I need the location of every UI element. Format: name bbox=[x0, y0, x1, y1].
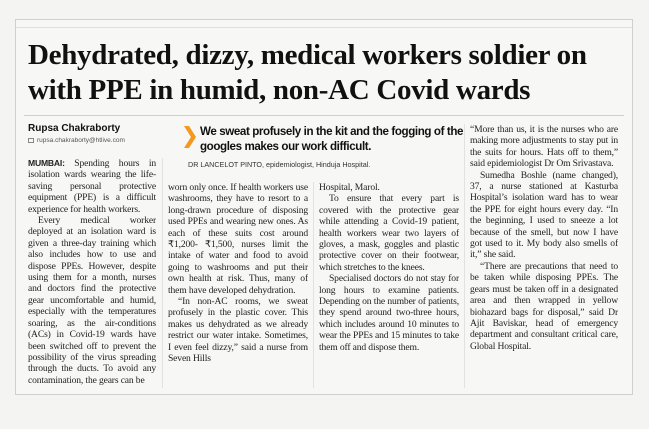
paragraph: Sumedha Boshle (name changed), 37, a nurse stationed at Kasturba Hospital’s isolation ward has to wear the PPE for eight hours every day. “In the beginning, I used to sneeze a lot because of the smell, but now I have got used to it. My body also smells of it,” she said. bbox=[470, 169, 618, 261]
dateline: MUMBAI: bbox=[28, 158, 65, 168]
pull-quote-text: We sweat profusely in the kit and the fogging of the googles makes our work difficult. bbox=[200, 125, 464, 153]
mail-icon bbox=[28, 138, 34, 143]
article-column-3 bbox=[319, 182, 459, 388]
column-divider bbox=[162, 158, 163, 388]
column-divider bbox=[313, 182, 314, 388]
article-column-1 bbox=[28, 158, 156, 388]
cut-off-text-strip bbox=[16, 20, 632, 28]
byline-email bbox=[28, 137, 125, 144]
paragraph: “More than us, it is the nurses who are making more adjustments to stay put in the suits for hours. Hats off to them,” said epidemiologist Dr Om Srivastava. bbox=[470, 124, 618, 170]
paragraph: Hospital, Marol. bbox=[319, 182, 380, 193]
paragraph: “There are precautions that need to be taken while disposing PPEs. The gears must be taken off in a designated area and then wrapped in yellow biohazard bags for disposal,” said Dr Ajit Baviskar, head of emergency department and consultant critical care, Global Hospital. bbox=[470, 260, 618, 352]
divider bbox=[24, 115, 624, 116]
paragraph: Specialised doctors do not stay for long hours to examine patients. Depending on the number of patients, they spend around two-three hours, which includes around 10 minutes to wear the PPEs and 15 minutes to take them off and dispose them. bbox=[319, 273, 459, 353]
article-column-4 bbox=[470, 124, 618, 388]
column-divider bbox=[464, 124, 465, 388]
paragraph-text: Spending hours in isolation wards wearing the life-saving personal protective equipment (PPE) is a difficult experience for health workers. bbox=[28, 158, 156, 215]
paragraph bbox=[28, 158, 156, 215]
pull-quote-attribution: DR LANCELOT PINTO, epidemiologist, Hinduja Hospital. bbox=[188, 160, 371, 169]
paragraph: Every medical worker deployed at an isolation ward is given a three-day training which also includes how to use and dispose PPEs. However, despite using them for a month, nurses and doctors find the protective gear uncomfortable and humid, especially with the temperatures soaring, as the air-conditions (ACs) in Covid-19 wards have been switched off to prevent the possibility of the virus spreading through the ducts. To avoid any contamination, the gears can be bbox=[28, 215, 156, 386]
newspaper-clipping bbox=[15, 19, 633, 395]
email-text: rupsa.chakraborty@htlive.com bbox=[37, 137, 125, 144]
paragraph: worn only once. If health workers use washrooms, they have to resort to a long-drawn procedure of disposing used PPEs and wearing new ones. As each of these suits cost around ₹1,200- ₹1,500, nurses limit the intake of water and food to avoid going to washrooms and put their own health at risk. Thus, many of them have developed dehydration. bbox=[168, 182, 308, 296]
paragraph: “In non-AC rooms, we sweat profusely in the plastic cover. This makes us dehydrated as we already restrict our water intake. Sometimes, I even feel dizzy,” said a nurse from Seven Hills bbox=[168, 296, 308, 365]
chevron-right-icon bbox=[184, 126, 196, 148]
byline-author: Rupsa Chakraborty bbox=[28, 123, 121, 134]
headline: Dehydrated, dizzy, medical workers soldier on with PPE in humid, non-AC Covid wards bbox=[28, 39, 587, 106]
paragraph: To ensure that every part is covered with the protective gear while attending a Covid-19 patient, health workers wear two layers of gloves, a mask, goggles and plastic protective cover on their footwear, which stretches to the knees. bbox=[319, 193, 459, 273]
article-column-2 bbox=[168, 182, 308, 388]
